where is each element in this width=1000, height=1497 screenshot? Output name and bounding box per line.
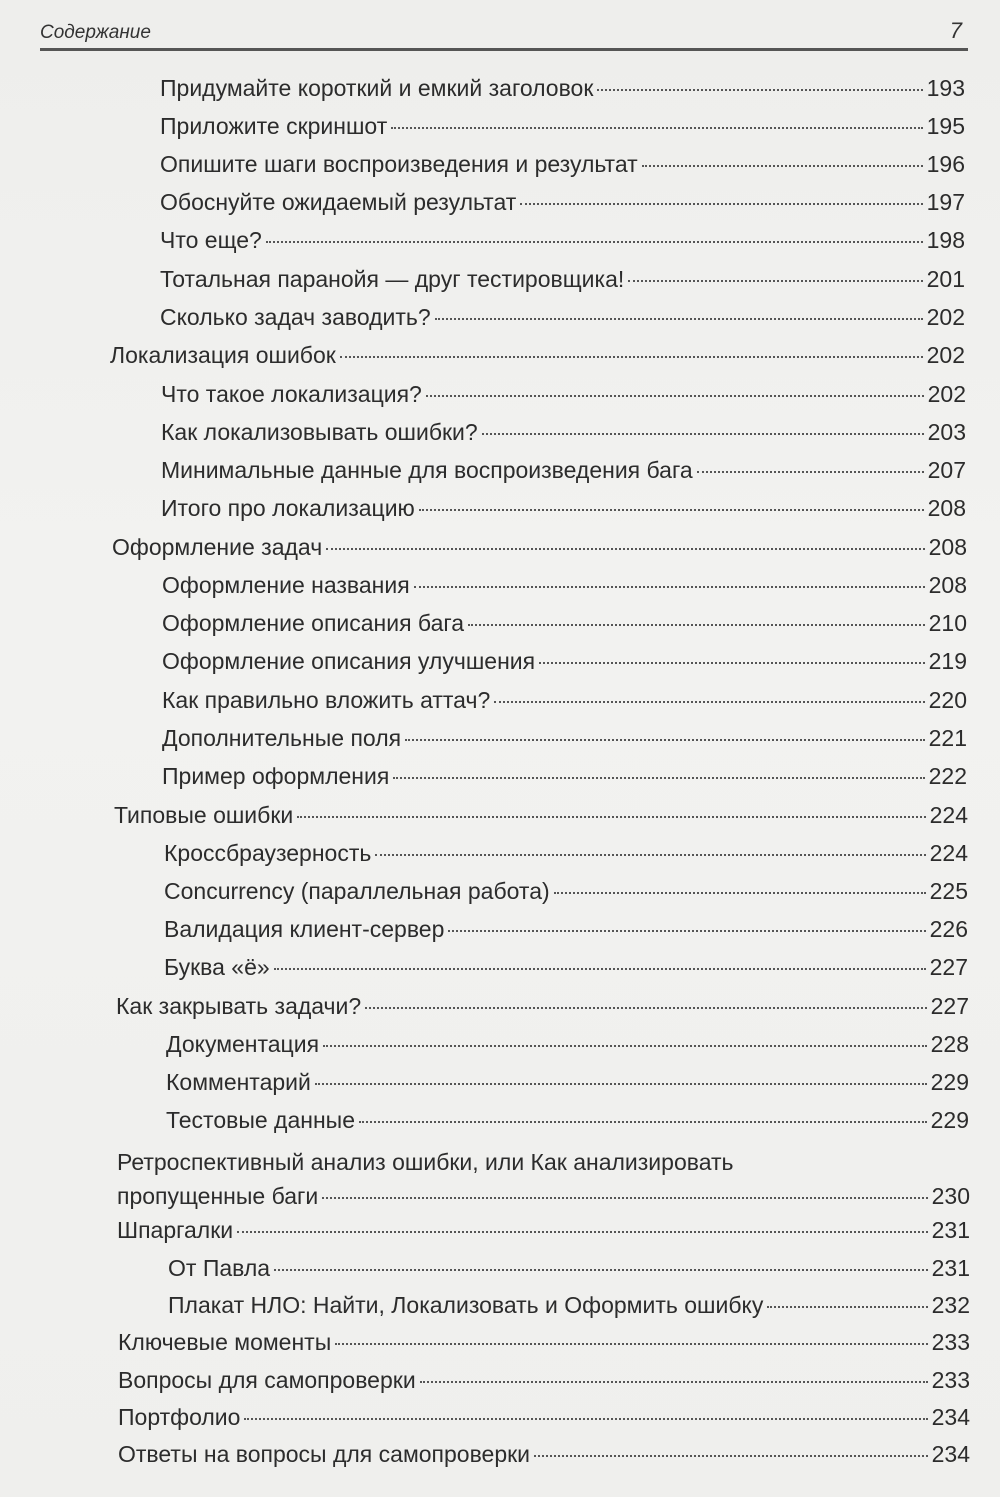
toc-entry-title: Ключевые моменты <box>118 1329 332 1355</box>
toc-entry-page: 224 <box>929 840 968 866</box>
toc-entry-page: 196 <box>926 151 965 177</box>
toc-entry-title: Ответы на вопросы для самопроверки <box>118 1441 531 1467</box>
toc-entry-title: Документация <box>166 1031 320 1057</box>
toc-entry-page: 208 <box>928 534 967 560</box>
toc-entry-page: 221 <box>928 725 967 751</box>
toc-entry-page: 208 <box>928 572 967 598</box>
dot-leader <box>322 1197 927 1199</box>
dot-leader <box>274 968 926 970</box>
dot-leader <box>326 548 924 550</box>
toc-entry <box>160 303 965 331</box>
toc-entry-title: Буква «ё» <box>164 954 270 980</box>
toc-entry-page: 229 <box>930 1069 969 1095</box>
dot-leader <box>244 1418 927 1420</box>
toc-entry-page: 198 <box>926 227 965 253</box>
toc-section-entry <box>118 1328 970 1356</box>
toc-entry-page: 202 <box>926 304 965 330</box>
dot-leader <box>420 1381 928 1383</box>
toc-entry-page: 227 <box>930 993 969 1019</box>
toc-section-entry <box>117 1216 970 1244</box>
toc-entry-title: Что еще? <box>160 227 262 253</box>
toc-entry-page: 210 <box>928 610 967 636</box>
toc-entry-page: 207 <box>927 457 966 483</box>
toc-entry <box>160 112 965 140</box>
toc-entry-page: 229 <box>930 1107 969 1133</box>
dot-leader <box>767 1306 927 1308</box>
toc-entry-title: Итого про локализацию <box>161 495 415 521</box>
toc-entry-title: От Павла <box>168 1255 271 1281</box>
header-rule <box>40 48 968 51</box>
dot-leader <box>340 356 923 358</box>
toc-entry-title: Придумайте короткий и емкий заголовок <box>160 75 594 101</box>
dot-leader <box>365 1007 926 1009</box>
dot-leader <box>297 816 925 818</box>
toc-entry-title-continued: пропущенные баги <box>117 1183 319 1209</box>
toc-entry-title: Минимальные данные для воспроизведения бага <box>161 457 693 483</box>
toc-entry-title: Как правильно вложить аттач? <box>162 687 491 713</box>
toc-entry <box>168 1291 970 1319</box>
toc-entry-title: Как локализовывать ошибки? <box>161 419 478 445</box>
toc-entry-title: Оформление описания улучшения <box>162 648 536 674</box>
toc-entry-title: Ретроспективный анализ ошибки, или Как анализировать <box>117 1149 734 1175</box>
toc-entry <box>168 1254 970 1282</box>
dot-leader <box>435 318 923 320</box>
toc-entry-page: 233 <box>931 1329 970 1355</box>
toc-entry <box>161 456 966 484</box>
dot-leader <box>274 1269 928 1271</box>
toc-entry-title: Дополнительные поля <box>162 725 402 751</box>
toc-entry <box>162 571 967 599</box>
dot-leader <box>391 127 922 129</box>
toc-section-entry <box>118 1440 970 1468</box>
toc-entry-page: 201 <box>926 266 965 292</box>
toc-entry-page: 234 <box>931 1441 970 1467</box>
toc-entry <box>160 265 965 293</box>
toc-entry-page: 203 <box>927 419 966 445</box>
dot-leader <box>628 280 922 282</box>
toc-entry-page: 227 <box>929 954 968 980</box>
dot-leader <box>534 1455 928 1457</box>
toc-entry <box>164 839 968 867</box>
toc-entry-title: Портфолио <box>118 1404 241 1430</box>
toc-entry-page: 225 <box>929 878 968 904</box>
toc-section-entry <box>118 1403 970 1431</box>
toc-entry <box>161 494 966 522</box>
dot-leader <box>335 1343 927 1345</box>
running-header <box>40 18 968 48</box>
toc-entry <box>166 1030 969 1058</box>
dot-leader <box>266 241 923 243</box>
dot-leader <box>539 662 925 664</box>
toc-entry-page: 228 <box>930 1031 969 1057</box>
toc-section-entry <box>112 533 967 561</box>
dot-leader <box>448 930 925 932</box>
toc-entry-title: Как закрывать задачи? <box>116 993 362 1019</box>
toc-entry-line2 <box>117 1182 970 1210</box>
toc-entry <box>162 647 967 675</box>
toc-entry-title: Типовые ошибки <box>114 802 294 828</box>
running-header-title: Содержание <box>40 22 151 43</box>
dot-leader <box>237 1231 928 1233</box>
dot-leader <box>554 892 926 894</box>
dot-leader <box>468 624 925 626</box>
dot-leader <box>642 165 923 167</box>
dot-leader <box>405 739 925 741</box>
toc-entry-title: Кроссбраузерность <box>164 840 372 866</box>
toc-section-entry <box>114 801 968 829</box>
toc-entry <box>162 609 967 637</box>
toc-entry <box>160 74 965 102</box>
running-header-page-number: 7 <box>949 18 962 43</box>
toc-entry-page: 197 <box>926 189 965 215</box>
toc-entry-page: 222 <box>928 763 967 789</box>
toc-entry-title: Приложите скриншот <box>160 113 388 139</box>
toc-entry-page: 233 <box>931 1367 970 1393</box>
dot-leader <box>482 433 924 435</box>
toc-entry <box>161 418 966 446</box>
toc-entry <box>160 188 965 216</box>
toc-entry <box>166 1106 969 1134</box>
dot-leader <box>393 777 924 779</box>
toc-entry <box>160 150 965 178</box>
dot-leader <box>414 586 925 588</box>
toc-entry-page: 234 <box>931 1404 970 1430</box>
toc-entry-page: 224 <box>929 802 968 828</box>
toc-entry-title: Пример оформления <box>162 763 390 789</box>
toc-entry-page: 231 <box>931 1217 970 1243</box>
toc-entry-title: Валидация клиент-сервер <box>164 916 445 942</box>
toc-entry <box>162 724 967 752</box>
toc-entry <box>164 915 968 943</box>
toc-entry-page: 195 <box>926 113 965 139</box>
dot-leader <box>426 395 924 397</box>
toc-entry-title: Тестовые данные <box>166 1107 355 1133</box>
dot-leader <box>697 471 924 473</box>
toc-entry-title: Тотальная паранойя — друг тестировщика! <box>160 266 625 292</box>
toc-entry-title: Сколько задач заводить? <box>160 304 431 330</box>
toc-entry-page: 230 <box>931 1183 970 1209</box>
dot-leader <box>375 854 925 856</box>
toc-entry-page: 219 <box>928 648 967 674</box>
toc-entry-page: 226 <box>929 916 968 942</box>
toc-entry-title: Вопросы для самопроверки <box>118 1367 416 1393</box>
toc-entry-page: 202 <box>926 342 965 368</box>
toc-entry-page: 232 <box>931 1292 970 1318</box>
dot-leader <box>597 89 922 91</box>
toc-entry-title: Локализация ошибок <box>110 342 336 368</box>
toc-entry-title: Оформление задач <box>112 534 323 560</box>
toc-entry <box>162 686 967 714</box>
toc-entry-title: Обоснуйте ожидаемый результат <box>160 189 517 215</box>
toc-section-entry <box>110 341 965 369</box>
toc-entry-page: 231 <box>931 1255 970 1281</box>
dot-leader <box>494 701 924 703</box>
toc-entry <box>164 877 968 905</box>
toc-section-entry <box>118 1366 970 1394</box>
toc-entry-title: Плакат НЛО: Найти, Локализовать и Оформить ошибку <box>168 1292 764 1318</box>
toc-entry-page: 208 <box>927 495 966 521</box>
toc-entry-title: Комментарий <box>166 1069 311 1095</box>
dot-leader <box>359 1121 927 1123</box>
toc-entry-title: Шпаргалки <box>117 1217 234 1243</box>
toc-entry-page: 220 <box>928 687 967 713</box>
toc-entry-title: Что такое локализация? <box>161 381 422 407</box>
toc-section-entry <box>117 1148 970 1210</box>
toc-entry <box>162 762 967 790</box>
toc-entry <box>164 953 968 981</box>
dot-leader <box>315 1083 927 1085</box>
toc-entry <box>166 1068 969 1096</box>
toc-entry <box>160 226 965 254</box>
dot-leader <box>419 509 924 511</box>
toc-entry-title: Оформление названия <box>162 572 410 598</box>
toc-entry <box>161 380 966 408</box>
dot-leader <box>520 203 922 205</box>
toc-section-entry <box>116 992 969 1020</box>
dot-leader <box>323 1045 927 1047</box>
toc-entry-page: 193 <box>926 75 965 101</box>
toc-entry-page: 202 <box>927 381 966 407</box>
toc-entry-title: Оформление описания бага <box>162 610 465 636</box>
toc-entry-title: Опишите шаги воспроизведения и результат <box>160 151 638 177</box>
toc-entry-title: Concurrency (параллельная работа) <box>164 878 550 904</box>
